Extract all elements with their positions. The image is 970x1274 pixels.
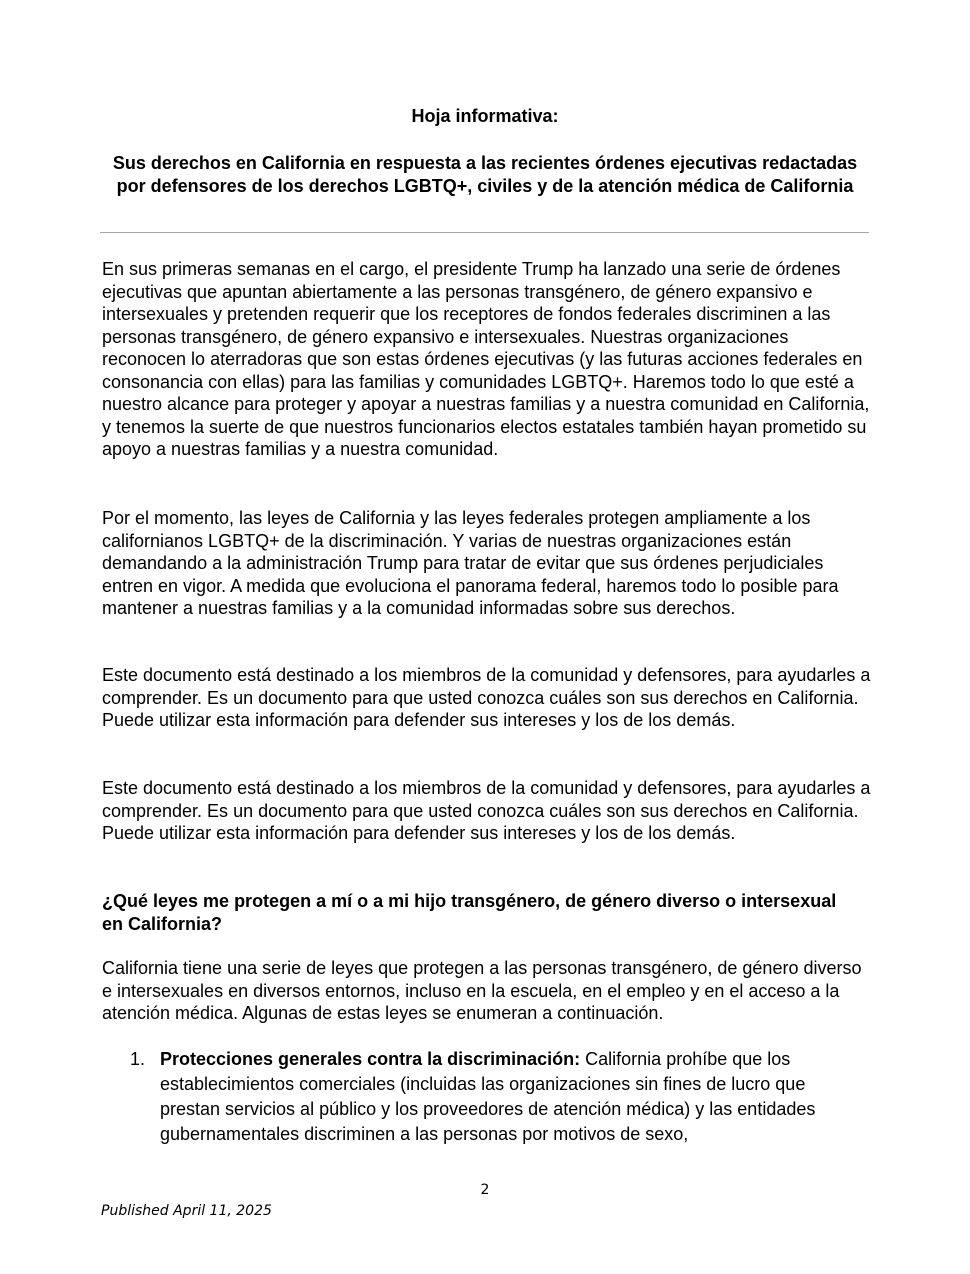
intro-paragraph: En sus primeras semanas en el cargo, el presidente Trump ha lanzado una serie de órdenes ejecutivas que apuntan abiertamente a las personas transgénero, de género expansivo e intersexuales y pretenden requerir que los receptores de fondos federales discriminen a las personas transgénero, de género expansivo e intersexuales. Nuestras organizaciones reconocen lo aterradoras que son estas órdenes ejecutivas (y las futuras acciones federales en consonancia con ellas) para las familias y comunidades LGBTQ+. Haremos todo lo que esté a nuestro alcance para proteger y apoyar a nuestras familias y a nuestra comunidad en California, y tenemos la suerte de que nuestros funcionarios electos estatales también hayan prometido su apoyo a nuestras familias y a nuestra comunidad. (102, 259, 870, 459)
published-date: Published April 11, 2025 (101, 1203, 272, 1219)
title-divider (100, 232, 869, 233)
purpose-paragraph-repeat: Este documento está destinado a los miembros de la comunidad y defensores, para ayudarles a comprender. Es un documento para que usted conozca cuáles son sus derechos en California. Puede utilizar esta información para defender sus intereses y los de los demás. (102, 778, 871, 843)
list-item-number: 1. (130, 1049, 146, 1069)
page-title: Hoja informativa: (411, 106, 559, 126)
list-item-lead: Protecciones generales contra la discriminación: (160, 1049, 581, 1069)
page-subtitle: Sus derechos en California en respuesta a las recientes órdenes ejecutivas redactadas por defensores de los derechos LGBTQ+, civiles y de la atención médica de California (112, 153, 858, 196)
list-item-body (160, 1047, 870, 1147)
status-paragraph: Por el momento, las leyes de California y las leyes federales protegen ampliamente a los californianos LGBTQ+ de la discriminación. Y varias de nuestras organizaciones están demandando a la administración Trump para tratar de evitar que sus órdenes perjudiciales entren en vigor. A medida que evoluciona el panorama federal, haremos todo lo posible para mantener a nuestras familias y a la comunidad informadas sobre sus derechos. (102, 508, 839, 618)
purpose-paragraph: Este documento está destinado a los miembros de la comunidad y defensores, para ayudarles a comprender. Es un documento para que usted conozca cuáles son sus derechos en California. Puede utilizar esta información para defender sus intereses y los de los demás. (102, 665, 871, 730)
page-number: 2 (480, 1182, 490, 1198)
section-heading: ¿Qué leyes me protegen a mí o a mi hijo transgénero, de género diverso o intersexual en California? (102, 891, 837, 934)
section-intro-paragraph: California tiene una serie de leyes que protegen a las personas transgénero, de género diverso e intersexuales en diversos entornos, incluso en la escuela, en el empleo y en el acceso a la atención médica. Algunas de estas leyes se enumeran a continuación. (102, 958, 862, 1023)
list-item-text: California prohíbe que los establecimientos comerciales (incluidas las organizaciones sin fines de lucro que prestan servicios al público y los proveedores de atención médica) y las entidades gubernamentales discriminen a las personas por motivos de sexo, (160, 1049, 816, 1144)
